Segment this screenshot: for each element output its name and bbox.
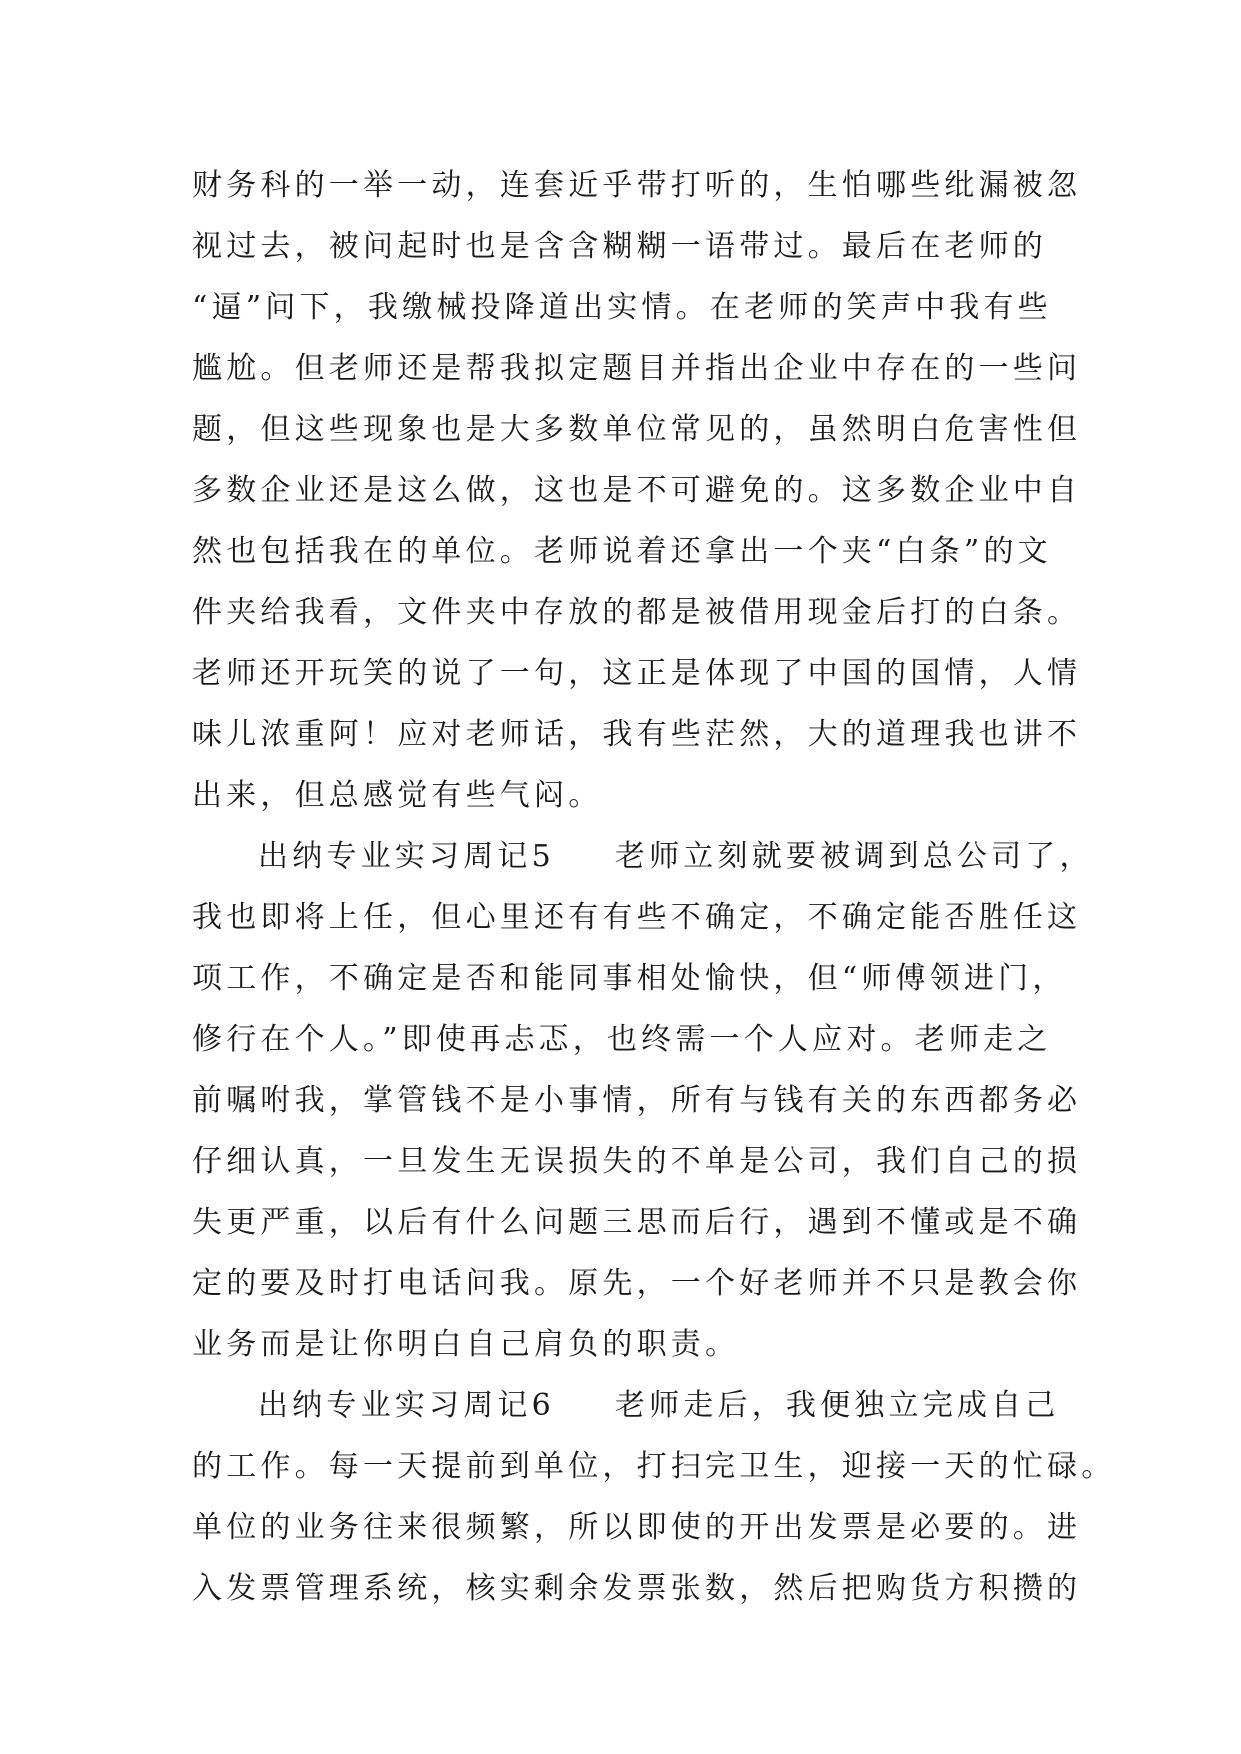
section-heading-line [258, 839, 1118, 875]
section-text: 老师立刻就要被调到总公司了， [614, 839, 1094, 874]
text-line: “逼”问下，我缴械投降道出实情。在老师的笑声中我有些 [192, 290, 1052, 325]
text-line: 财务科的一举一动，连套近乎带打听的，生怕哪些纰漏被忽 [192, 168, 1082, 203]
text-line: 出来，但总感觉有些气闷。 [192, 778, 603, 813]
text-line: 单位的业务往来很频繁，所以即使的开出发票是必要的。进 [192, 1510, 1082, 1545]
text-line: 件夹给我看，文件夹中存放的都是被借用现金后打的白条。 [192, 595, 1082, 630]
text-line: 仔细认真，一旦发生无误损失的不单是公司，我们自己的损 [192, 1144, 1082, 1179]
text-line: 我也即将上任，但心里还有有些不确定，不确定能否胜任这 [192, 900, 1082, 935]
text-line: 业务而是让你明白自己肩负的职责。 [192, 1327, 740, 1362]
text-line: 然也包括我在的单位。老师说着还拿出一个夹“白条”的文 [192, 534, 1052, 569]
text-line: 修行在个人。”即使再忐忑，也终需一个人应对。老师走之 [192, 1022, 1052, 1057]
section-heading: 出纳专业实习周记6 [258, 1388, 555, 1423]
text-line: 多数企业还是这么做，这也是不可避免的。这多数企业中自 [192, 473, 1082, 508]
text-line: 视过去，被问起时也是含含糊糊一语带过。最后在老师的 [192, 229, 1047, 264]
text-line: 入发票管理系统，核实剩余发票张数，然后把购货方积攒的 [192, 1571, 1082, 1606]
text-line: 尴尬。但老师还是帮我拟定题目并指出企业中存在的一些问 [192, 351, 1082, 386]
section-heading-line [258, 1388, 1118, 1424]
text-line: 定的要及时打电话问我。原先，一个好老师并不只是教会你 [192, 1266, 1082, 1301]
text-line: 失更严重，以后有什么问题三思而后行，遇到不懂或是不确 [192, 1205, 1082, 1240]
text-line: 味儿浓重阿！应对老师话，我有些茫然，大的道理我也讲不 [192, 717, 1082, 752]
text-line: 题，但这些现象也是大多数单位常见的，虽然明白危害性但 [192, 412, 1082, 447]
text-line: 项工作，不确定是否和能同事相处愉快，但“师傅领进门， [192, 961, 1067, 996]
text-line: 老师还开玩笑的说了一句，这正是体现了中国的国情，人情 [192, 656, 1082, 691]
text-line: 的工作。每一天提前到单位，打扫完卫生，迎接一天的忙碌。 [192, 1449, 1116, 1484]
section-heading: 出纳专业实习周记5 [258, 839, 555, 874]
text-line: 前嘱咐我，掌管钱不是小事情，所有与钱有关的东西都务必 [192, 1083, 1082, 1118]
section-text: 老师走后，我便独立完成自己 [614, 1388, 1060, 1423]
